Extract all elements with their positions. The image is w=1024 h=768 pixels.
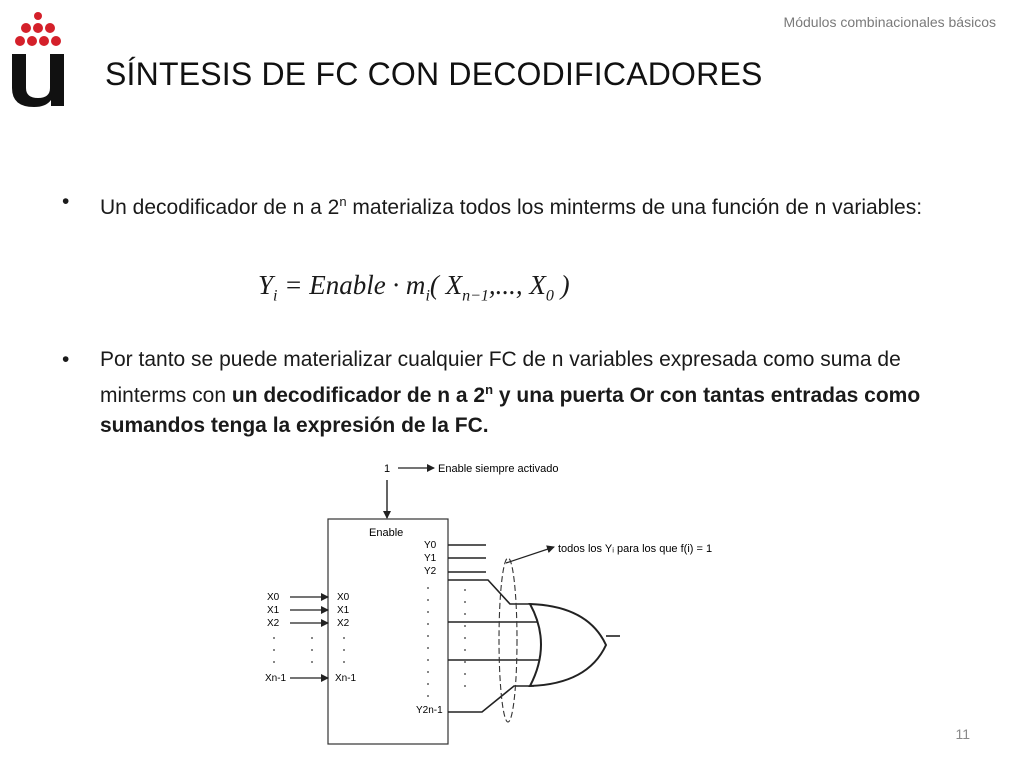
- selection-ellipse: [499, 558, 517, 722]
- superscript: n: [339, 194, 347, 209]
- enable-annotation: Enable siempre activado: [438, 463, 559, 475]
- decoder-enable-label: Enable: [369, 527, 404, 539]
- bullet-text-part: Por tanto se puede materializar cualquier FC de n variables expresada como suma de minterms con: [100, 348, 901, 407]
- outputs-annotation: todos los Yᵢ para los que f(i) = 1: [558, 543, 713, 555]
- input-label-x1: X1: [267, 605, 280, 616]
- decoder-input-x2: X2: [337, 618, 350, 629]
- enable-input-value: 1: [384, 463, 391, 475]
- superscript: n: [485, 382, 494, 397]
- formula-part: = Enable · m: [277, 270, 426, 300]
- or-gate: [530, 604, 606, 686]
- or-input-wire: [448, 686, 534, 712]
- decoder-input-x0: X0: [337, 592, 350, 603]
- formula-sub: 0: [545, 287, 554, 305]
- page-number: 11: [955, 726, 970, 742]
- input-label-x2: X2: [267, 618, 280, 629]
- output-label-y1: Y1: [424, 553, 437, 564]
- bullet-text-bold: un decodificador de n a 2: [231, 384, 486, 407]
- bullet-dot: •: [62, 348, 70, 371]
- formula-part: ): [553, 270, 570, 300]
- outputs-annotation-arrow: [506, 547, 554, 563]
- formula-sub: i: [425, 287, 430, 305]
- output-label-y2: Y2: [424, 566, 437, 577]
- decoder-input-x1: X1: [337, 605, 350, 616]
- output-label-y2n1: Y2n-1: [416, 705, 443, 716]
- bullet-dot: •: [62, 190, 70, 213]
- bullet-text-bold: y una puerta Or con tantas entradas como sumandos tenga la expresión de la FC.: [100, 384, 921, 437]
- bullet-text-part: Un decodificador de n a 2: [100, 196, 340, 219]
- formula-part: Y: [258, 270, 274, 300]
- formula-sub: i: [273, 287, 278, 305]
- slide-title: SÍNTESIS DE FC CON DECODIFICADORES: [105, 56, 763, 92]
- decoder-input-xn1: Xn-1: [335, 673, 357, 684]
- output-label-y0: Y0: [424, 540, 437, 551]
- bullet-text-part: materializa todos los minterms de una función de n variables:: [346, 196, 923, 219]
- formula-part: ,..., X: [488, 270, 546, 300]
- header-topic: Módulos combinacionales básicos: [783, 14, 996, 30]
- or-input-wire: [448, 580, 530, 604]
- formula-sub: n−1: [462, 287, 489, 305]
- formula-part: ( X: [429, 270, 463, 300]
- input-label-x0: X0: [267, 592, 280, 603]
- input-label-xn1: Xn-1: [265, 673, 287, 684]
